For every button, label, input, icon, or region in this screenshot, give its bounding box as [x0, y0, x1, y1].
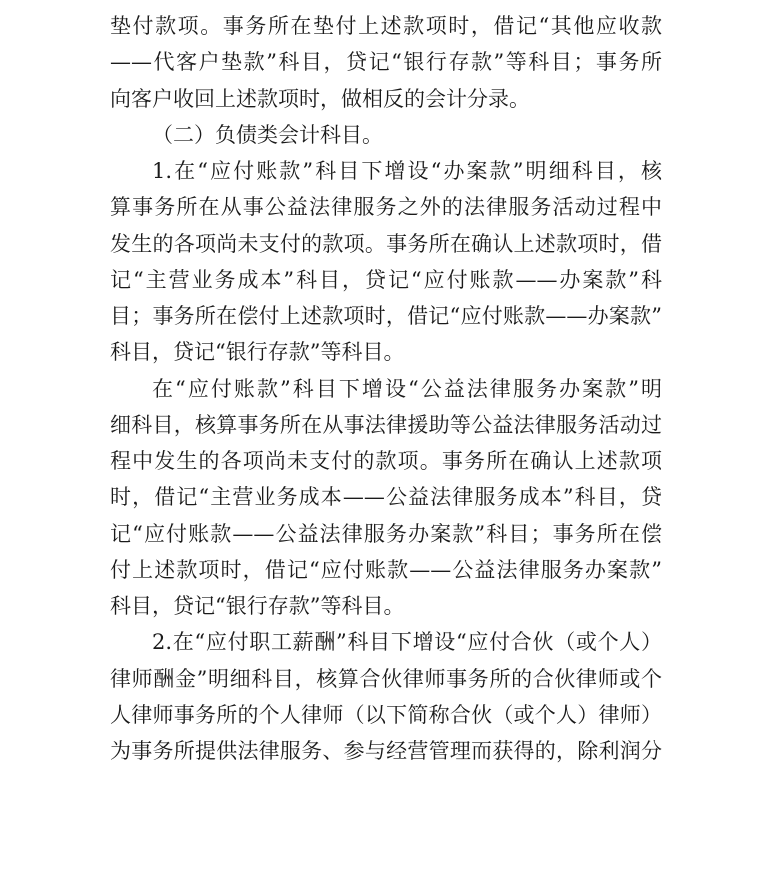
document-page — [110, 8, 662, 769]
text-line: 程中发生的各项尚未支付的款项。事务所在确认上述款项 — [110, 449, 662, 473]
text-line: 记“应付账款——公益法律服务办案款”科目；事务所在偿 — [110, 521, 662, 546]
text-line: 在“应付账款”科目下增设“公益法律服务办案款”明 — [152, 376, 662, 401]
text-line: 算事务所在从事公益法律服务之外的法律服务活动过程中 — [110, 195, 662, 220]
text-line: 1.在“应付账款”科目下增设“办案款”明细科目，核 — [152, 159, 662, 183]
text-line: 细科目，核算事务所在从事法律援助等公益法律服务活动过 — [110, 412, 662, 437]
text-line: 垫付款项。事务所在垫付上述款项时，借记“其他应收款 — [110, 14, 662, 38]
text-line: 科目，贷记“银行存款”等科目。 — [110, 340, 405, 365]
text-line: 目；事务所在偿付上述款项时，借记“应付账款——办案款” — [110, 304, 662, 328]
section-heading: （二）负债类会计科目。 — [152, 122, 383, 147]
text-line: 2.在“应付职工薪酬”科目下增设“应付合伙（或个人） — [152, 630, 662, 655]
text-line: 付上述款项时，借记“应付账款——公益法律服务办案款” — [110, 557, 662, 582]
text-line: 人律师事务所的个人律师（以下简称合伙（或个人）律师） — [110, 702, 662, 727]
text-line: 律师酬金”明细科目，核算合伙律师事务所的合伙律师或个 — [110, 666, 662, 691]
text-line: 向客户收回上述款项时，做相反的会计分录。 — [110, 86, 530, 111]
text-line: 记“主营业务成本”科目，贷记“应付账款——办案款”科 — [110, 267, 662, 292]
text-line: 为事务所提供法律服务、参与经营管理而获得的，除利润分 — [110, 739, 662, 763]
text-line: 科目，贷记“银行存款”等科目。 — [110, 594, 405, 618]
text-line: 发生的各项尚未支付的款项。事务所在确认上述款项时，借 — [110, 231, 662, 256]
text-line: ——代客户垫款”科目，贷记“银行存款”等科目；事务所 — [110, 50, 662, 75]
text-line: 时，借记“主营业务成本——公益法律服务成本”科目，贷 — [110, 485, 662, 510]
